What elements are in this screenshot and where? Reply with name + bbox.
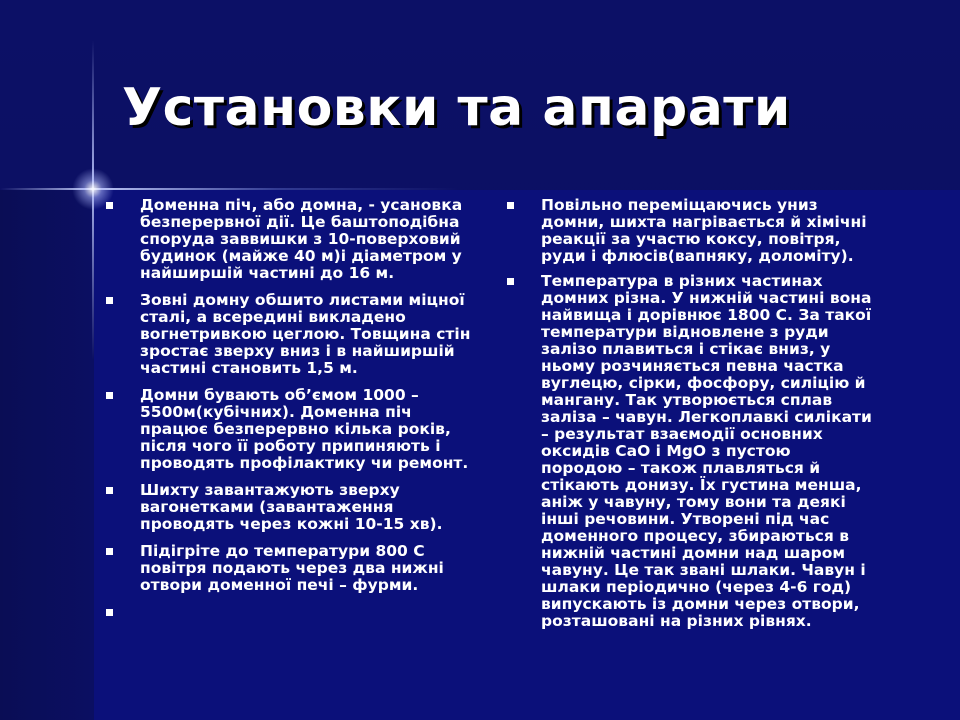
list-item xyxy=(505,197,875,265)
bullet-icon xyxy=(106,609,113,616)
list-item xyxy=(505,273,875,630)
list-item-text: Повільно переміщаючись униз домни, шихта нагрівається й хімічні реакції за участю коксу, повітря, руди і флюсів(вапняку, доломіту). xyxy=(541,196,867,265)
list-item xyxy=(104,543,478,594)
list-item-text: Доменна піч, або домна, - усановка безперервної дії. Це баштоподібна споруда заввишки з 10-поверховий будинок (майже 40 м)і діаметром у найширшій частині до 16 м. xyxy=(140,196,463,282)
list-item-text: Зовні домну обшито листами міцної сталі, а всередині викладено вогнетривкою цеглою. Товщина стін зростає зверху вниз і в найширшій частині становить 1,5 м. xyxy=(140,291,471,377)
left-bullet-list xyxy=(104,197,478,631)
bullet-icon xyxy=(507,278,514,285)
list-item xyxy=(104,387,478,472)
right-bullet-list xyxy=(505,197,875,638)
list-item xyxy=(104,482,478,533)
left-band xyxy=(0,190,94,720)
list-item-text: Домни бувають об’ємом 1000 – 5500м(кубічних). Доменна піч працює безперервно кілька років, після чого її роботу припиняють і проводять профілактику чи ремонт. xyxy=(140,386,469,472)
bullet-icon xyxy=(106,297,113,304)
slide-title: Установки та апарати xyxy=(122,78,791,138)
list-item-text: Температура в різних частинах домних різна. У нижній частині вона найвища і дорівнює 1800 С. За такої температури відновлене з руди залізо плавиться і стікає вниз, у ньому розчиняється певна частка вуглецю, сірки, фосфору, силіцію й мангану. Так утворюється сплав заліза – чавун. Легкоплавкі силікати – результат взаємодії основних оксидів CaO і MgO з пустою породою – також плавляться й стікають донизу. Їх густина менша, аніж у чавуну, тому вони та деякі інші речовини. Утворені під час доменного процесу, збираються в нижній частині домни над шаром чавуну. Це так звані шлаки. Чавун і шлаки періодично (через 4-6 год) випускають із домни через отвори, розташовані на різних рівнях. xyxy=(541,272,872,630)
list-item xyxy=(104,197,478,282)
list-item-text: Підігріте до температури 800 С повітря подають через два нижні отвори доменної печі – фурми. xyxy=(140,542,444,594)
list-item-text: Шихту завантажують зверху вагонетками (завантаження проводять через кожні 10-15 хв). xyxy=(140,481,443,533)
flare-horizontal xyxy=(0,188,460,190)
bullet-icon xyxy=(106,548,113,555)
bullet-icon xyxy=(106,487,113,494)
bullet-icon xyxy=(507,202,514,209)
list-item-text xyxy=(140,604,478,621)
bullet-icon xyxy=(106,202,113,209)
bullet-icon xyxy=(106,392,113,399)
list-item xyxy=(104,604,478,621)
list-item xyxy=(104,292,478,377)
